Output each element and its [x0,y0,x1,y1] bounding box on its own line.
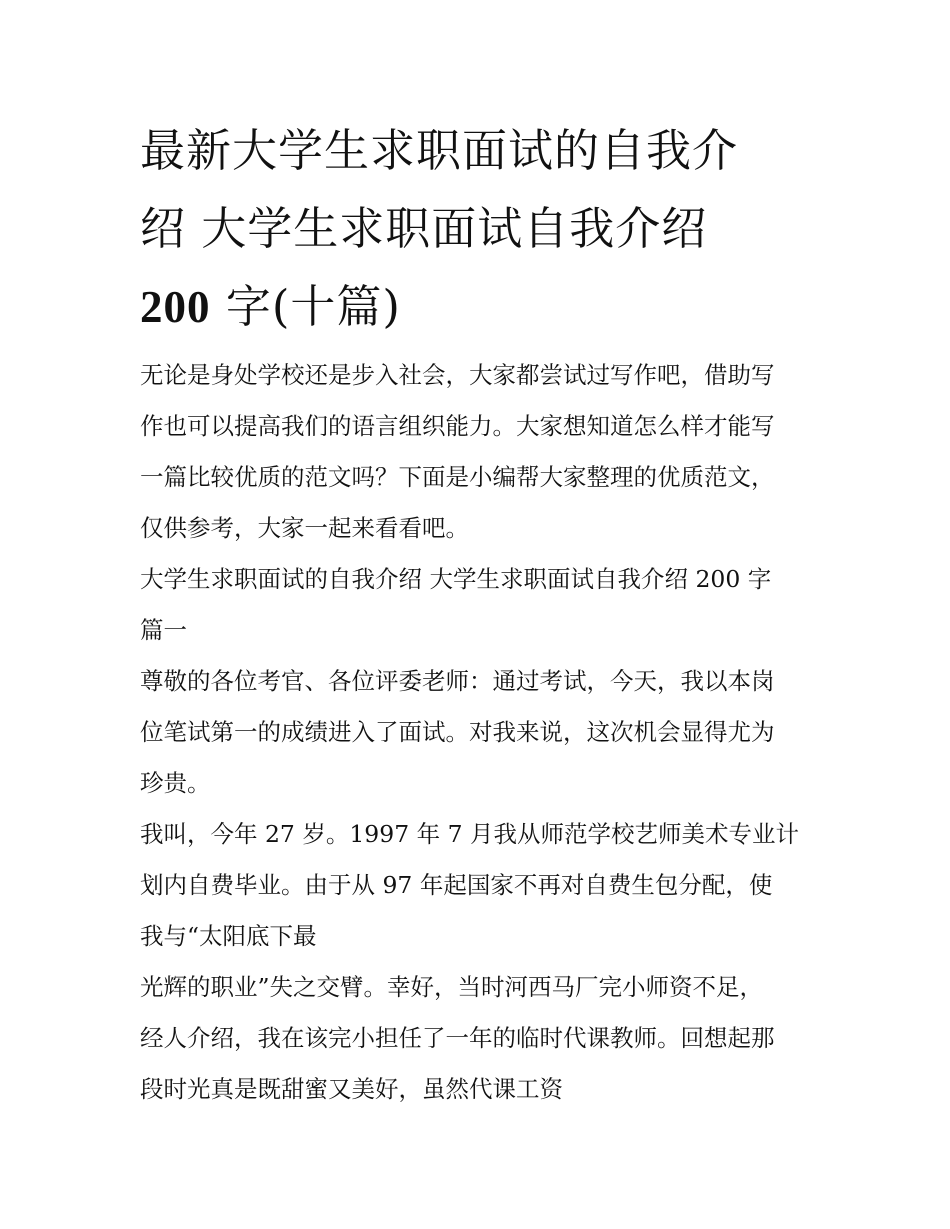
paragraph-experience [140,962,812,1115]
section-heading [140,554,812,656]
document-page [140,112,812,1115]
text-line: 尊敬的各位考官、各位评委老师：通过考试，今天，我以本岗 [140,667,775,695]
title-line-3-number: 200 [140,282,211,332]
text-line: 篇一 [140,616,187,644]
title-line-1: 最新大学生求职面试的自我介 [140,124,739,177]
text-line: 大学生求职面试的自我介绍 大学生求职面试自我介绍 200 字 [140,565,772,593]
paragraph-background [140,809,812,962]
text-line: 珍贵。 [140,769,211,797]
text-line: 仅供参考，大家一起来看看吧。 [140,514,469,542]
text-line: 无论是身处学校还是步入社会，大家都尝试过写作吧，借助写 [140,361,775,389]
text-line: 划内自费毕业。由于从 97 年起国家不再对自费生包分配，使 [140,871,773,899]
text-line: 我与“太阳底下最 [140,922,317,950]
document-body [140,350,812,1115]
paragraph-intro [140,350,812,554]
text-line: 光辉的职业”失之交臂。幸好，当时河西马厂完小师资不足， [140,973,764,1001]
paragraph-greeting [140,656,812,809]
text-line: 位笔试第一的成绩进入了面试。对我来说，这次机会显得尤为 [140,718,775,746]
text-line: 经人介绍，我在该完小担任了一年的临时代课教师。回想起那 [140,1024,775,1052]
text-line: 一篇比较优质的范文吗？下面是小编帮大家整理的优质范文， [140,463,775,491]
title-line-3-text: 字(十篇) [225,280,401,333]
document-title [140,112,812,346]
text-line: 作也可以提高我们的语言组织能力。大家想知道怎么样才能写 [140,412,775,440]
title-line-2: 绍 大学生求职面试自我介绍 [140,202,708,255]
text-line: 我叫，今年 27 岁。1997 年 7 月我从师范学校艺师美术专业计 [140,820,800,848]
text-line: 段时光真是既甜蜜又美好，虽然代课工资 [140,1075,563,1103]
